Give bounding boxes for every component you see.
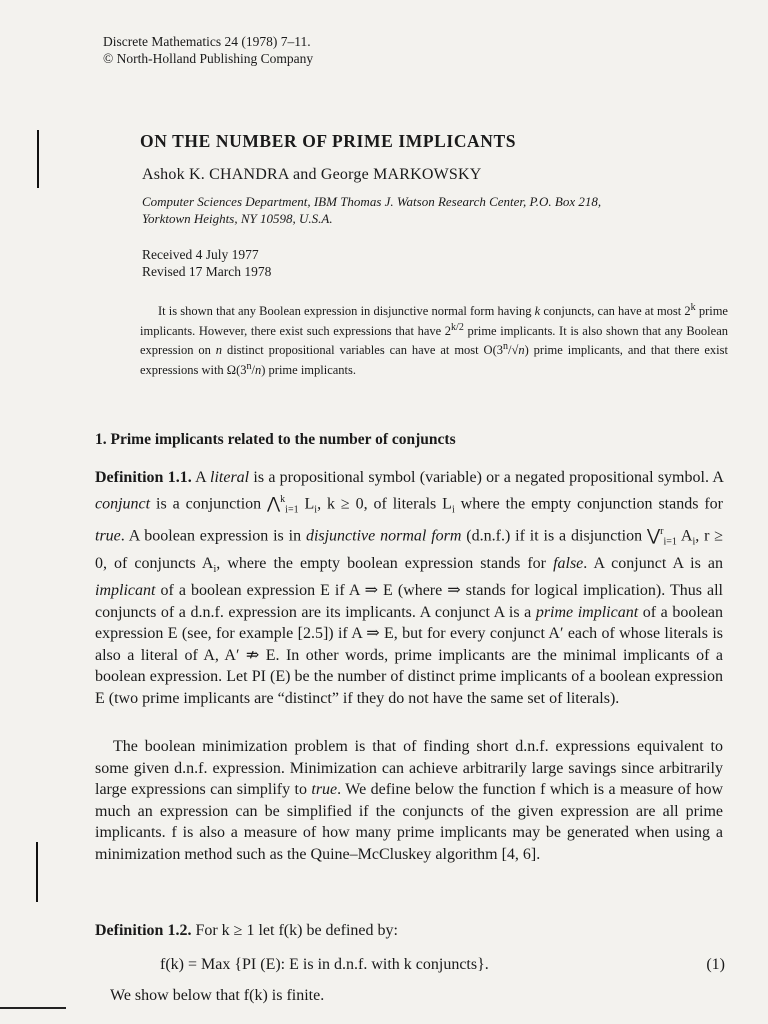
journal-citation: Discrete Mathematics 24 (1978) 7–11. bbox=[103, 34, 311, 49]
paragraph: The boolean minimization problem is that of finding short d.n.f. expressions equivalent to some given d.n.f. expression. Minimization can achieve arbitrarily large savings since arbitrarily large expressions can simplify to true. We define below the function f which is a measure of how much an expression can be simplified if the conjuncts of the given expression are all prime implicants. f is also a measure of how many prime implicants may be generated when using a minimization method such as the Quine–McCluskey algorithm [4, 6]. bbox=[95, 738, 724, 863]
definition-1-1: Definition 1.1. A literal is a propositional symbol (variable) or a negated propositional symbol. A conjunct is a conjunction ⋀$^k_{i=1}$ $L_i$, k ≥ 0, of literals $L_i$ where the empty conjunction stands for true. A boolean expression is in disjunctive normal form (d.n.f.) if it is a disjunction ⋁$^r_{i=1}$ $A_i$, r ≥ 0, of conjuncts $A_i$, where the empty boolean expression stands for false. A conjunct A is an implicant of a boolean expression E if A ⇒ E (where ⇒ stands for logical implication). Thus all conjuncts of a d.n.f. expression are its implicants. A conjunct A is a prime implicant of a boolean expression E (see, for example [2.5]) if A ⇒ E, but for every conjunct A′ each of whose literals is also a literal of A, A′ ⇏ E. In other words, prime implicants are the minimal implicants of a boolean expression. Let PI (E) be the number of distinct prime implicants of a boolean expression E (two prime implicants are “distinct” if they do not have the same set of literals). bbox=[95, 469, 724, 707]
definition-label: Definition 1.1. bbox=[95, 469, 192, 486]
affiliation-line: Computer Sciences Department, IBM Thomas J. Watson Research Center, P.O. Box 218, bbox=[142, 194, 602, 209]
section-heading: 1. Prime implicants related to the number of conjuncts bbox=[95, 431, 456, 448]
margin-mark bbox=[36, 842, 38, 902]
margin-mark bbox=[37, 130, 39, 188]
equation-body: f(k) = Max {PI (E): E is in d.n.f. with k conjuncts}. bbox=[160, 956, 489, 973]
received-date: Received 4 July 1977 bbox=[142, 247, 259, 262]
publisher-line: © North-Holland Publishing Company bbox=[103, 51, 314, 66]
closing-line: We show below that f(k) is finite. bbox=[110, 987, 325, 1004]
affiliation bbox=[142, 193, 727, 227]
authors: Ashok K. CHANDRA and George MARKOWSKY bbox=[142, 166, 482, 183]
paper-title: ON THE NUMBER OF PRIME IMPLICANTS bbox=[140, 131, 517, 151]
equation-number: (1) bbox=[706, 956, 725, 973]
revised-date: Revised 17 March 1978 bbox=[142, 264, 272, 279]
affiliation-line: Yorktown Heights, NY 10598, U.S.A. bbox=[142, 211, 333, 226]
journal-citation-block bbox=[103, 33, 313, 67]
definition-1-2: Definition 1.2. For k ≥ 1 let f(k) be defined by: bbox=[95, 922, 398, 939]
footnote-rule bbox=[0, 1007, 66, 1009]
definition-label: Definition 1.2. bbox=[95, 922, 192, 939]
received-dates bbox=[142, 246, 271, 280]
abstract: It is shown that any Boolean expression in disjunctive normal form having k conjuncts, can have at most 2$^k$ prime implicants. However, there exist such expressions that have $2^{k/2}$ prime implicants. It is also shown that any Boolean expression on n distinct propositional variables can have at most O(3$^n$/√n) prime implicants, and that there exist expressions with Ω(3$^n$/n) prime implicants. bbox=[140, 302, 728, 378]
equation bbox=[160, 956, 725, 974]
